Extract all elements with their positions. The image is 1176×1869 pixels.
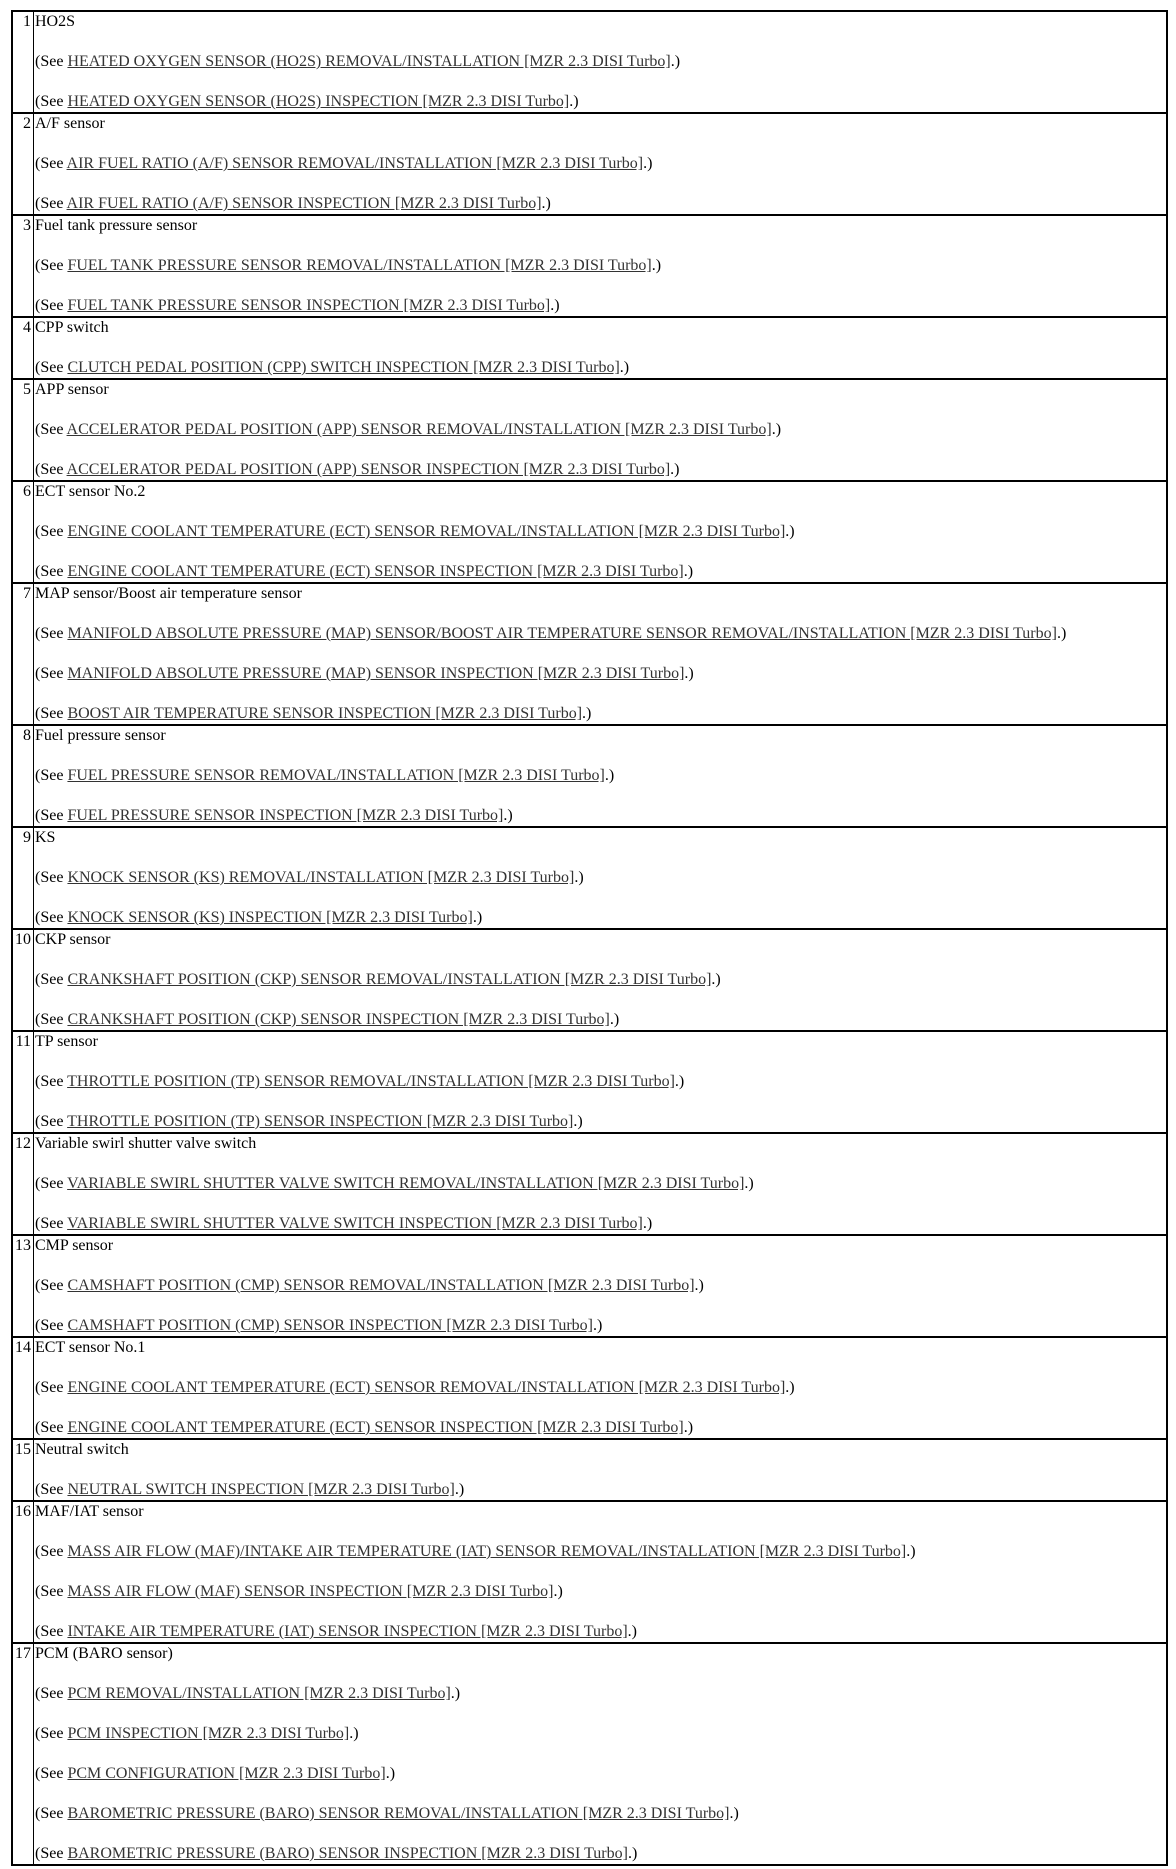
reference-prefix: (See — [35, 421, 67, 438]
procedure-link[interactable]: MANIFOLD ABSOLUTE PRESSURE (MAP) SENSOR/BOOST AIR TEMPERATURE SENSOR REMOVAL/INSTALLATION [MZR 2.3 DISI Turbo] — [67, 625, 1057, 642]
reference-suffix: .) — [569, 93, 579, 110]
component-name: Neutral switch — [35, 1441, 129, 1458]
procedure-link[interactable]: BAROMETRIC PRESSURE (BARO) SENSOR INSPECTION [MZR 2.3 DISI Turbo] — [67, 1845, 628, 1862]
reference-line — [35, 1276, 1166, 1296]
component-name: CPP switch — [35, 319, 109, 336]
item-details — [34, 583, 1168, 725]
reference-line — [35, 358, 1166, 378]
procedure-link[interactable]: PCM INSPECTION [MZR 2.3 DISI Turbo] — [67, 1725, 350, 1742]
reference-line — [35, 296, 1166, 316]
table-row — [12, 725, 1167, 827]
reference-prefix: (See — [35, 1481, 68, 1498]
table-row — [12, 379, 1167, 481]
component-name: ECT sensor No.1 — [35, 1339, 146, 1356]
component-name: PCM (BARO sensor) — [35, 1645, 173, 1662]
reference-prefix: (See — [35, 1623, 68, 1640]
table-row — [12, 11, 1167, 113]
reference-prefix: (See — [35, 1845, 68, 1862]
reference-line — [35, 1214, 1166, 1234]
reference-prefix: (See — [35, 869, 68, 886]
table-row — [12, 215, 1167, 317]
item-number: 9 — [12, 827, 34, 929]
item-details — [34, 1643, 1168, 1865]
component-rows — [12, 11, 1167, 1865]
reference-suffix: .) — [744, 1175, 754, 1192]
reference-prefix: (See — [35, 1175, 68, 1192]
reference-line — [35, 1418, 1166, 1438]
reference-suffix: .) — [553, 1583, 563, 1600]
item-number: 15 — [12, 1439, 34, 1501]
table-row — [12, 1501, 1167, 1643]
reference-line — [35, 806, 1166, 826]
table-row — [12, 1235, 1167, 1337]
reference-suffix: .) — [683, 1419, 694, 1436]
reference-prefix: (See — [35, 359, 68, 376]
reference-prefix: (See — [35, 1317, 68, 1334]
item-number: 16 — [12, 1501, 34, 1643]
procedure-link[interactable]: VARIABLE SWIRL SHUTTER VALVE SWITCH INSPECTION [MZR 2.3 DISI Turbo] — [67, 1215, 643, 1232]
reference-prefix: (See — [35, 53, 68, 70]
reference-prefix: (See — [35, 461, 67, 478]
reference-suffix: .) — [771, 421, 782, 438]
component-name: HO2S — [35, 13, 76, 30]
procedure-link[interactable]: AIR FUEL RATIO (A/F) SENSOR REMOVAL/INSTALLATION [MZR 2.3 DISI Turbo] — [66, 155, 644, 172]
reference-suffix: .) — [609, 1011, 620, 1028]
procedure-link[interactable]: FUEL TANK PRESSURE SENSOR INSPECTION [MZR 2.3 DISI Turbo] — [67, 297, 551, 314]
procedure-link[interactable]: FUEL PRESSURE SENSOR REMOVAL/INSTALLATION [MZR 2.3 DISI Turbo] — [67, 767, 605, 784]
item-details — [34, 1337, 1168, 1439]
reference-prefix: (See — [35, 1543, 68, 1560]
reference-line — [35, 1174, 1166, 1194]
component-name: Fuel pressure sensor — [35, 727, 166, 744]
procedure-link[interactable]: ENGINE COOLANT TEMPERATURE (ECT) SENSOR REMOVAL/INSTALLATION [MZR 2.3 DISI Turbo] — [67, 1379, 786, 1396]
procedure-link[interactable]: PCM REMOVAL/INSTALLATION [MZR 2.3 DISI Turbo] — [67, 1685, 451, 1702]
component-reference-table — [11, 10, 1168, 1866]
item-details — [34, 1439, 1168, 1501]
table-row — [12, 1439, 1167, 1501]
procedure-link[interactable]: CAMSHAFT POSITION (CMP) SENSOR INSPECTION [MZR 2.3 DISI Turbo] — [67, 1317, 593, 1334]
reference-prefix: (See — [35, 971, 68, 988]
reference-prefix: (See — [35, 1725, 68, 1742]
procedure-link[interactable]: HEATED OXYGEN SENSOR (HO2S) INSPECTION [MZR 2.3 DISI Turbo] — [67, 93, 570, 110]
procedure-link[interactable]: THROTTLE POSITION (TP) SENSOR REMOVAL/INSTALLATION [MZR 2.3 DISI Turbo] — [67, 1073, 675, 1090]
reference-line — [35, 1764, 1166, 1784]
table-row — [12, 827, 1167, 929]
procedure-link[interactable]: FUEL TANK PRESSURE SENSOR REMOVAL/INSTALLATION [MZR 2.3 DISI Turbo] — [67, 257, 652, 274]
reference-line — [35, 52, 1166, 72]
reference-line — [35, 194, 1166, 214]
reference-line — [35, 420, 1166, 440]
reference-line — [35, 1804, 1166, 1824]
item-number: 7 — [12, 583, 34, 725]
reference-line — [35, 1378, 1166, 1398]
table-row — [12, 113, 1167, 215]
item-details — [34, 1133, 1168, 1235]
reference-line — [35, 1724, 1166, 1744]
reference-suffix: .) — [593, 1317, 603, 1334]
item-details — [34, 113, 1168, 215]
reference-line — [35, 1072, 1166, 1092]
reference-suffix: .) — [670, 461, 680, 478]
reference-prefix: (See — [35, 1805, 68, 1822]
item-number: 10 — [12, 929, 34, 1031]
reference-line — [35, 664, 1166, 684]
component-name: APP sensor — [35, 381, 109, 398]
table-row — [12, 1643, 1167, 1865]
reference-prefix: (See — [35, 297, 68, 314]
reference-prefix: (See — [35, 767, 68, 784]
item-number: 8 — [12, 725, 34, 827]
reference-suffix: .) — [711, 971, 721, 988]
component-name: KS — [35, 829, 56, 846]
reference-prefix: (See — [35, 1685, 68, 1702]
reference-suffix: .) — [651, 257, 662, 274]
procedure-link[interactable]: FUEL PRESSURE SENSOR INSPECTION [MZR 2.3 DISI Turbo] — [67, 807, 504, 824]
table-row — [12, 1133, 1167, 1235]
component-name: Fuel tank pressure sensor — [35, 217, 198, 234]
reference-prefix: (See — [35, 1215, 68, 1232]
reference-suffix: .) — [541, 195, 551, 212]
reference-suffix: .) — [670, 53, 681, 70]
procedure-link[interactable]: HEATED OXYGEN SENSOR (HO2S) REMOVAL/INSTALLATION [MZR 2.3 DISI Turbo] — [67, 53, 671, 70]
reference-line — [35, 624, 1166, 644]
reference-line — [35, 460, 1166, 480]
item-details — [34, 481, 1168, 583]
component-name: TP sensor — [35, 1033, 98, 1050]
reference-line — [35, 1844, 1166, 1864]
procedure-link[interactable]: KNOCK SENSOR (KS) INSPECTION [MZR 2.3 DISI Turbo] — [67, 909, 473, 926]
item-details — [34, 1031, 1168, 1133]
item-number: 17 — [12, 1643, 34, 1865]
item-number: 3 — [12, 215, 34, 317]
item-number: 13 — [12, 1235, 34, 1337]
procedure-link[interactable]: VARIABLE SWIRL SHUTTER VALVE SWITCH REMOVAL/INSTALLATION [MZR 2.3 DISI Turbo] — [67, 1175, 745, 1192]
procedure-link[interactable]: MASS AIR FLOW (MAF)/INTAKE AIR TEMPERATURE (IAT) SENSOR REMOVAL/INSTALLATION [MZR 2.3 DISI Turbo] — [67, 1543, 907, 1560]
procedure-link[interactable]: CRANKSHAFT POSITION (CKP) SENSOR REMOVAL/INSTALLATION [MZR 2.3 DISI Turbo] — [67, 971, 712, 988]
table-row — [12, 1031, 1167, 1133]
reference-suffix: .) — [604, 767, 615, 784]
procedure-link[interactable]: KNOCK SENSOR (KS) REMOVAL/INSTALLATION [MZR 2.3 DISI Turbo] — [67, 869, 575, 886]
reference-line — [35, 1622, 1166, 1642]
reference-suffix: .) — [785, 523, 795, 540]
reference-line — [35, 704, 1166, 724]
procedure-link[interactable]: AIR FUEL RATIO (A/F) SENSOR INSPECTION [MZR 2.3 DISI Turbo] — [66, 195, 542, 212]
reference-line — [35, 562, 1166, 582]
component-name: ECT sensor No.2 — [35, 483, 146, 500]
reference-suffix: .) — [619, 359, 630, 376]
procedure-link[interactable]: MASS AIR FLOW (MAF) SENSOR INSPECTION [MZR 2.3 DISI Turbo] — [67, 1583, 554, 1600]
procedure-link[interactable]: ENGINE COOLANT TEMPERATURE (ECT) SENSOR REMOVAL/INSTALLATION [MZR 2.3 DISI Turbo] — [67, 523, 786, 540]
component-name: MAP sensor/Boost air temperature sensor — [35, 585, 302, 602]
procedure-link[interactable]: THROTTLE POSITION (TP) SENSOR INSPECTION [MZR 2.3 DISI Turbo] — [67, 1113, 574, 1130]
table-row — [12, 481, 1167, 583]
procedure-link[interactable]: ENGINE COOLANT TEMPERATURE (ECT) SENSOR INSPECTION [MZR 2.3 DISI Turbo] — [67, 563, 684, 580]
reference-prefix: (See — [35, 1277, 68, 1294]
reference-suffix: .) — [729, 1805, 739, 1822]
reference-line — [35, 1684, 1166, 1704]
reference-suffix: .) — [454, 1481, 465, 1498]
reference-prefix: (See — [35, 909, 68, 926]
reference-line — [35, 766, 1166, 786]
reference-prefix: (See — [35, 1011, 68, 1028]
reference-suffix: .) — [349, 1725, 359, 1742]
item-number: 1 — [12, 11, 34, 113]
reference-line — [35, 908, 1166, 928]
reference-suffix: .) — [627, 1845, 638, 1862]
procedure-link[interactable]: BOOST AIR TEMPERATURE SENSOR INSPECTION [MZR 2.3 DISI Turbo] — [67, 705, 583, 722]
reference-line — [35, 1582, 1166, 1602]
item-details — [34, 929, 1168, 1031]
reference-suffix: .) — [450, 1685, 461, 1702]
procedure-link[interactable]: NEUTRAL SWITCH INSPECTION [MZR 2.3 DISI Turbo] — [67, 1481, 455, 1498]
reference-line — [35, 1010, 1166, 1030]
item-number: 4 — [12, 317, 34, 379]
reference-suffix: .) — [574, 869, 584, 886]
reference-prefix: (See — [35, 807, 68, 824]
reference-suffix: .) — [694, 1277, 704, 1294]
reference-line — [35, 1112, 1166, 1132]
item-details — [34, 11, 1168, 113]
reference-prefix: (See — [35, 665, 68, 682]
table-row — [12, 583, 1167, 725]
item-number: 11 — [12, 1031, 34, 1133]
item-number: 14 — [12, 1337, 34, 1439]
procedure-link[interactable]: CAMSHAFT POSITION (CMP) SENSOR REMOVAL/INSTALLATION [MZR 2.3 DISI Turbo] — [67, 1277, 695, 1294]
procedure-link[interactable]: CLUTCH PEDAL POSITION (CPP) SWITCH INSPECTION [MZR 2.3 DISI Turbo] — [67, 359, 620, 376]
table-row — [12, 1337, 1167, 1439]
reference-prefix: (See — [35, 1419, 68, 1436]
item-details — [34, 1501, 1168, 1643]
reference-line — [35, 92, 1166, 112]
procedure-link[interactable]: INTAKE AIR TEMPERATURE (IAT) SENSOR INSPECTION [MZR 2.3 DISI Turbo] — [67, 1623, 628, 1640]
component-name: A/F sensor — [35, 115, 105, 132]
procedure-link[interactable]: MANIFOLD ABSOLUTE PRESSURE (MAP) SENSOR INSPECTION [MZR 2.3 DISI Turbo] — [67, 665, 685, 682]
procedure-link[interactable]: PCM CONFIGURATION [MZR 2.3 DISI Turbo] — [67, 1765, 386, 1782]
reference-prefix: (See — [35, 257, 68, 274]
component-name: Variable swirl shutter valve switch — [35, 1135, 257, 1152]
reference-prefix: (See — [35, 1073, 68, 1090]
item-number: 6 — [12, 481, 34, 583]
component-name: MAF/IAT sensor — [35, 1503, 144, 1520]
item-details — [34, 827, 1168, 929]
reference-prefix: (See — [35, 523, 68, 540]
item-details — [34, 215, 1168, 317]
item-details — [34, 725, 1168, 827]
reference-suffix: .) — [642, 1215, 653, 1232]
component-name: CKP sensor — [35, 931, 111, 948]
reference-prefix: (See — [35, 93, 68, 110]
reference-line — [35, 1542, 1166, 1562]
reference-suffix: .) — [573, 1113, 583, 1130]
item-number: 5 — [12, 379, 34, 481]
item-details — [34, 1235, 1168, 1337]
reference-suffix: .) — [674, 1073, 685, 1090]
reference-prefix: (See — [35, 1113, 68, 1130]
reference-line — [35, 1316, 1166, 1336]
reference-prefix: (See — [35, 155, 67, 172]
procedure-link[interactable]: ENGINE COOLANT TEMPERATURE (ECT) SENSOR INSPECTION [MZR 2.3 DISI Turbo] — [67, 1419, 684, 1436]
procedure-link[interactable]: BAROMETRIC PRESSURE (BARO) SENSOR REMOVAL/INSTALLATION [MZR 2.3 DISI Turbo] — [67, 1805, 730, 1822]
reference-line — [35, 256, 1166, 276]
reference-prefix: (See — [35, 1765, 68, 1782]
reference-prefix: (See — [35, 705, 68, 722]
reference-suffix: .) — [472, 909, 483, 926]
reference-suffix: .) — [582, 705, 592, 722]
item-number: 2 — [12, 113, 34, 215]
reference-prefix: (See — [35, 625, 68, 642]
component-reference-document — [11, 10, 1168, 1866]
reference-suffix: .) — [550, 297, 560, 314]
procedure-link[interactable]: ACCELERATOR PEDAL POSITION (APP) SENSOR REMOVAL/INSTALLATION [MZR 2.3 DISI Turbo] — [66, 421, 772, 438]
reference-line — [35, 1480, 1166, 1500]
item-number: 12 — [12, 1133, 34, 1235]
reference-suffix: .) — [627, 1623, 637, 1640]
component-name: CMP sensor — [35, 1237, 114, 1254]
reference-suffix: .) — [385, 1765, 396, 1782]
reference-suffix: .) — [643, 155, 653, 172]
table-row — [12, 317, 1167, 379]
reference-prefix: (See — [35, 1583, 68, 1600]
procedure-link[interactable]: CRANKSHAFT POSITION (CKP) SENSOR INSPECTION [MZR 2.3 DISI Turbo] — [67, 1011, 610, 1028]
reference-suffix: .) — [503, 807, 513, 824]
reference-suffix: .) — [684, 665, 694, 682]
reference-prefix: (See — [35, 1379, 68, 1396]
reference-line — [35, 970, 1166, 990]
item-details — [34, 379, 1168, 481]
reference-suffix: .) — [1056, 625, 1067, 642]
reference-suffix: .) — [683, 563, 694, 580]
reference-line — [35, 154, 1166, 174]
procedure-link[interactable]: ACCELERATOR PEDAL POSITION (APP) SENSOR INSPECTION [MZR 2.3 DISI Turbo] — [66, 461, 671, 478]
reference-prefix: (See — [35, 195, 67, 212]
reference-prefix: (See — [35, 563, 68, 580]
reference-suffix: .) — [906, 1543, 916, 1560]
reference-line — [35, 868, 1166, 888]
item-details — [34, 317, 1168, 379]
reference-suffix: .) — [785, 1379, 795, 1396]
table-row — [12, 929, 1167, 1031]
reference-line — [35, 522, 1166, 542]
